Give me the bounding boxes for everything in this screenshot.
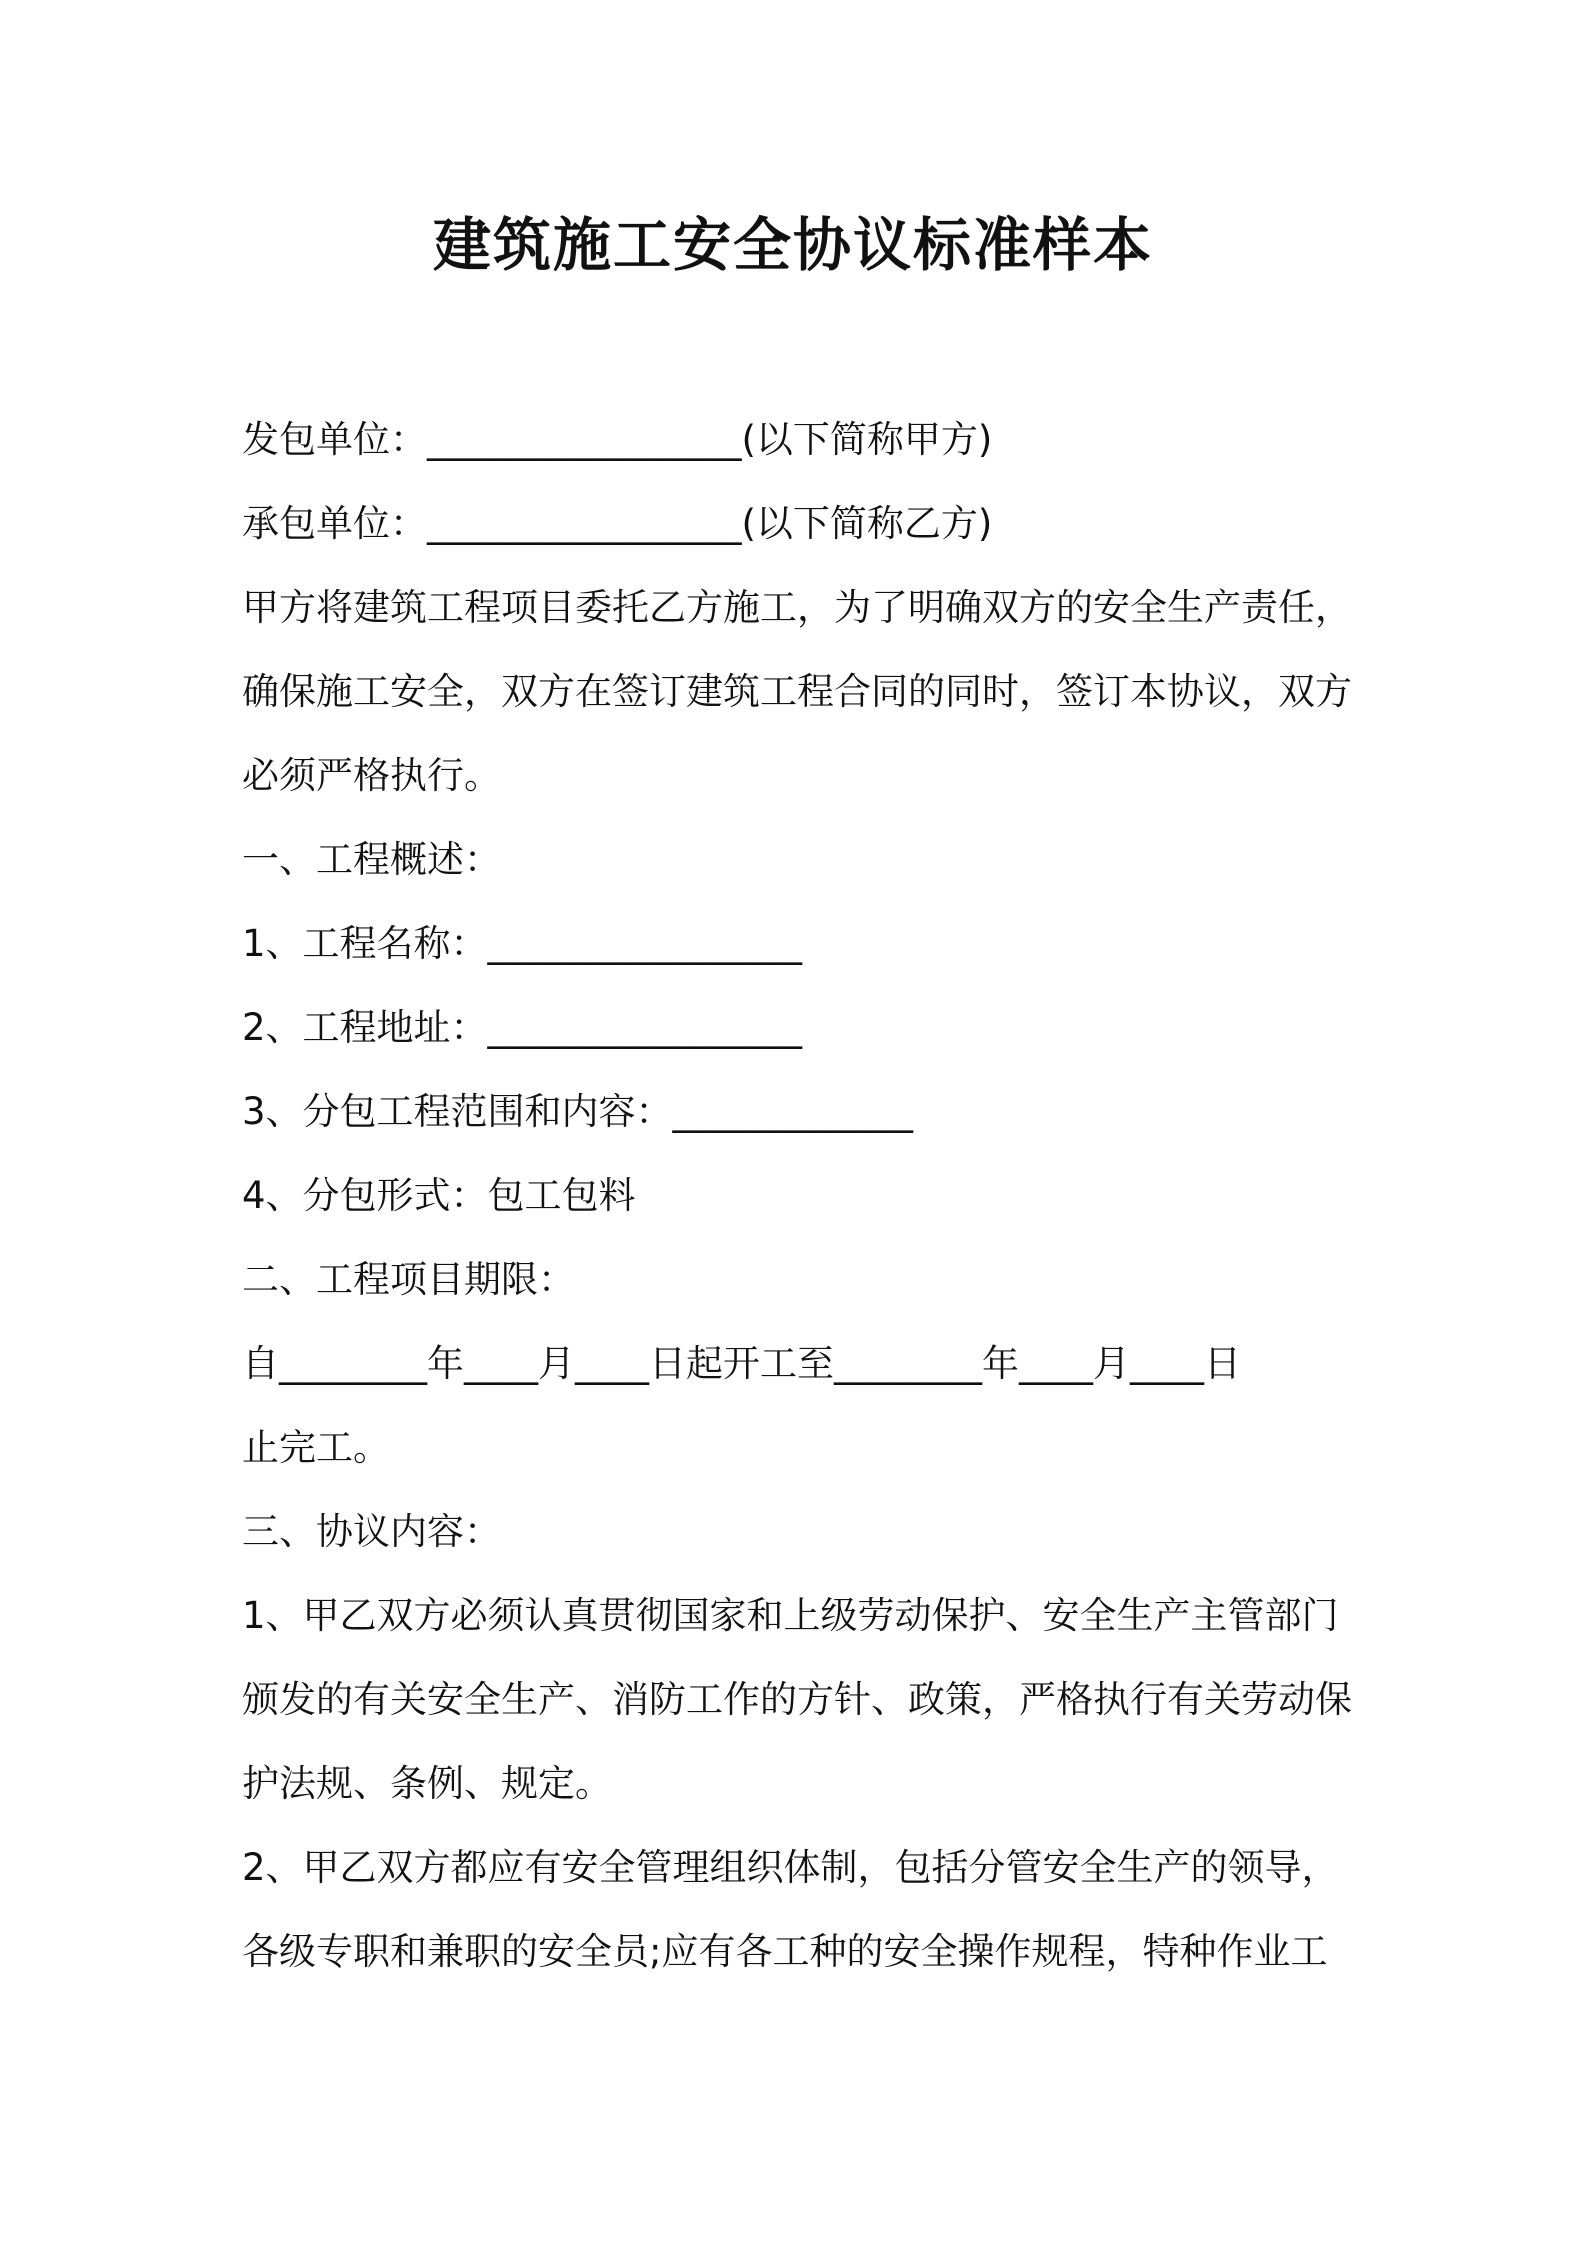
clause-line: 颁发的有关安全生产、消防工作的方针、政策，严格执行有关劳动保 xyxy=(242,1678,1352,1721)
document-body xyxy=(242,398,1362,1994)
document-title: 建筑施工安全协议标准样本 xyxy=(432,211,1153,279)
party-b-line: 承包单位：_________________(以下简称乙方) xyxy=(242,502,993,545)
section-heading: 一、工程概述： xyxy=(242,838,501,881)
period-line: 自________年____月____日起开工至________年____月____日 xyxy=(242,1342,1241,1385)
intro-paragraph-line: 必须严格执行。 xyxy=(242,754,501,797)
section-heading: 二、工程项目期限： xyxy=(242,1258,575,1301)
party-a-line: 发包单位：_________________(以下简称甲方) xyxy=(242,418,993,461)
period-line: 止完工。 xyxy=(242,1426,390,1469)
section-heading: 三、协议内容： xyxy=(242,1510,501,1553)
clause-line: 2、甲乙双方都应有安全管理组织体制，包括分管安全生产的领导， xyxy=(242,1846,1339,1889)
clause-line: 1、甲乙双方必须认真贯彻国家和上级劳动保护、安全生产主管部门 xyxy=(242,1594,1339,1637)
list-item: 4、分包形式：包工包料 xyxy=(242,1174,636,1217)
intro-paragraph-line: 甲方将建筑工程项目委托乙方施工，为了明确双方的安全生产责任， xyxy=(242,586,1352,629)
clause-line: 各级专职和兼职的安全员;应有各工种的安全操作规程，特种作业工 xyxy=(242,1930,1328,1973)
list-item: 1、工程名称：_________________ xyxy=(242,922,803,965)
list-item: 2、工程地址：_________________ xyxy=(242,1006,803,1049)
intro-paragraph-line: 确保施工安全，双方在签订建筑工程合同的同时，签订本协议，双方 xyxy=(242,670,1352,713)
list-item: 3、分包工程范围和内容：_____________ xyxy=(242,1090,914,1133)
clause-line: 护法规、条例、规定。 xyxy=(242,1762,612,1805)
